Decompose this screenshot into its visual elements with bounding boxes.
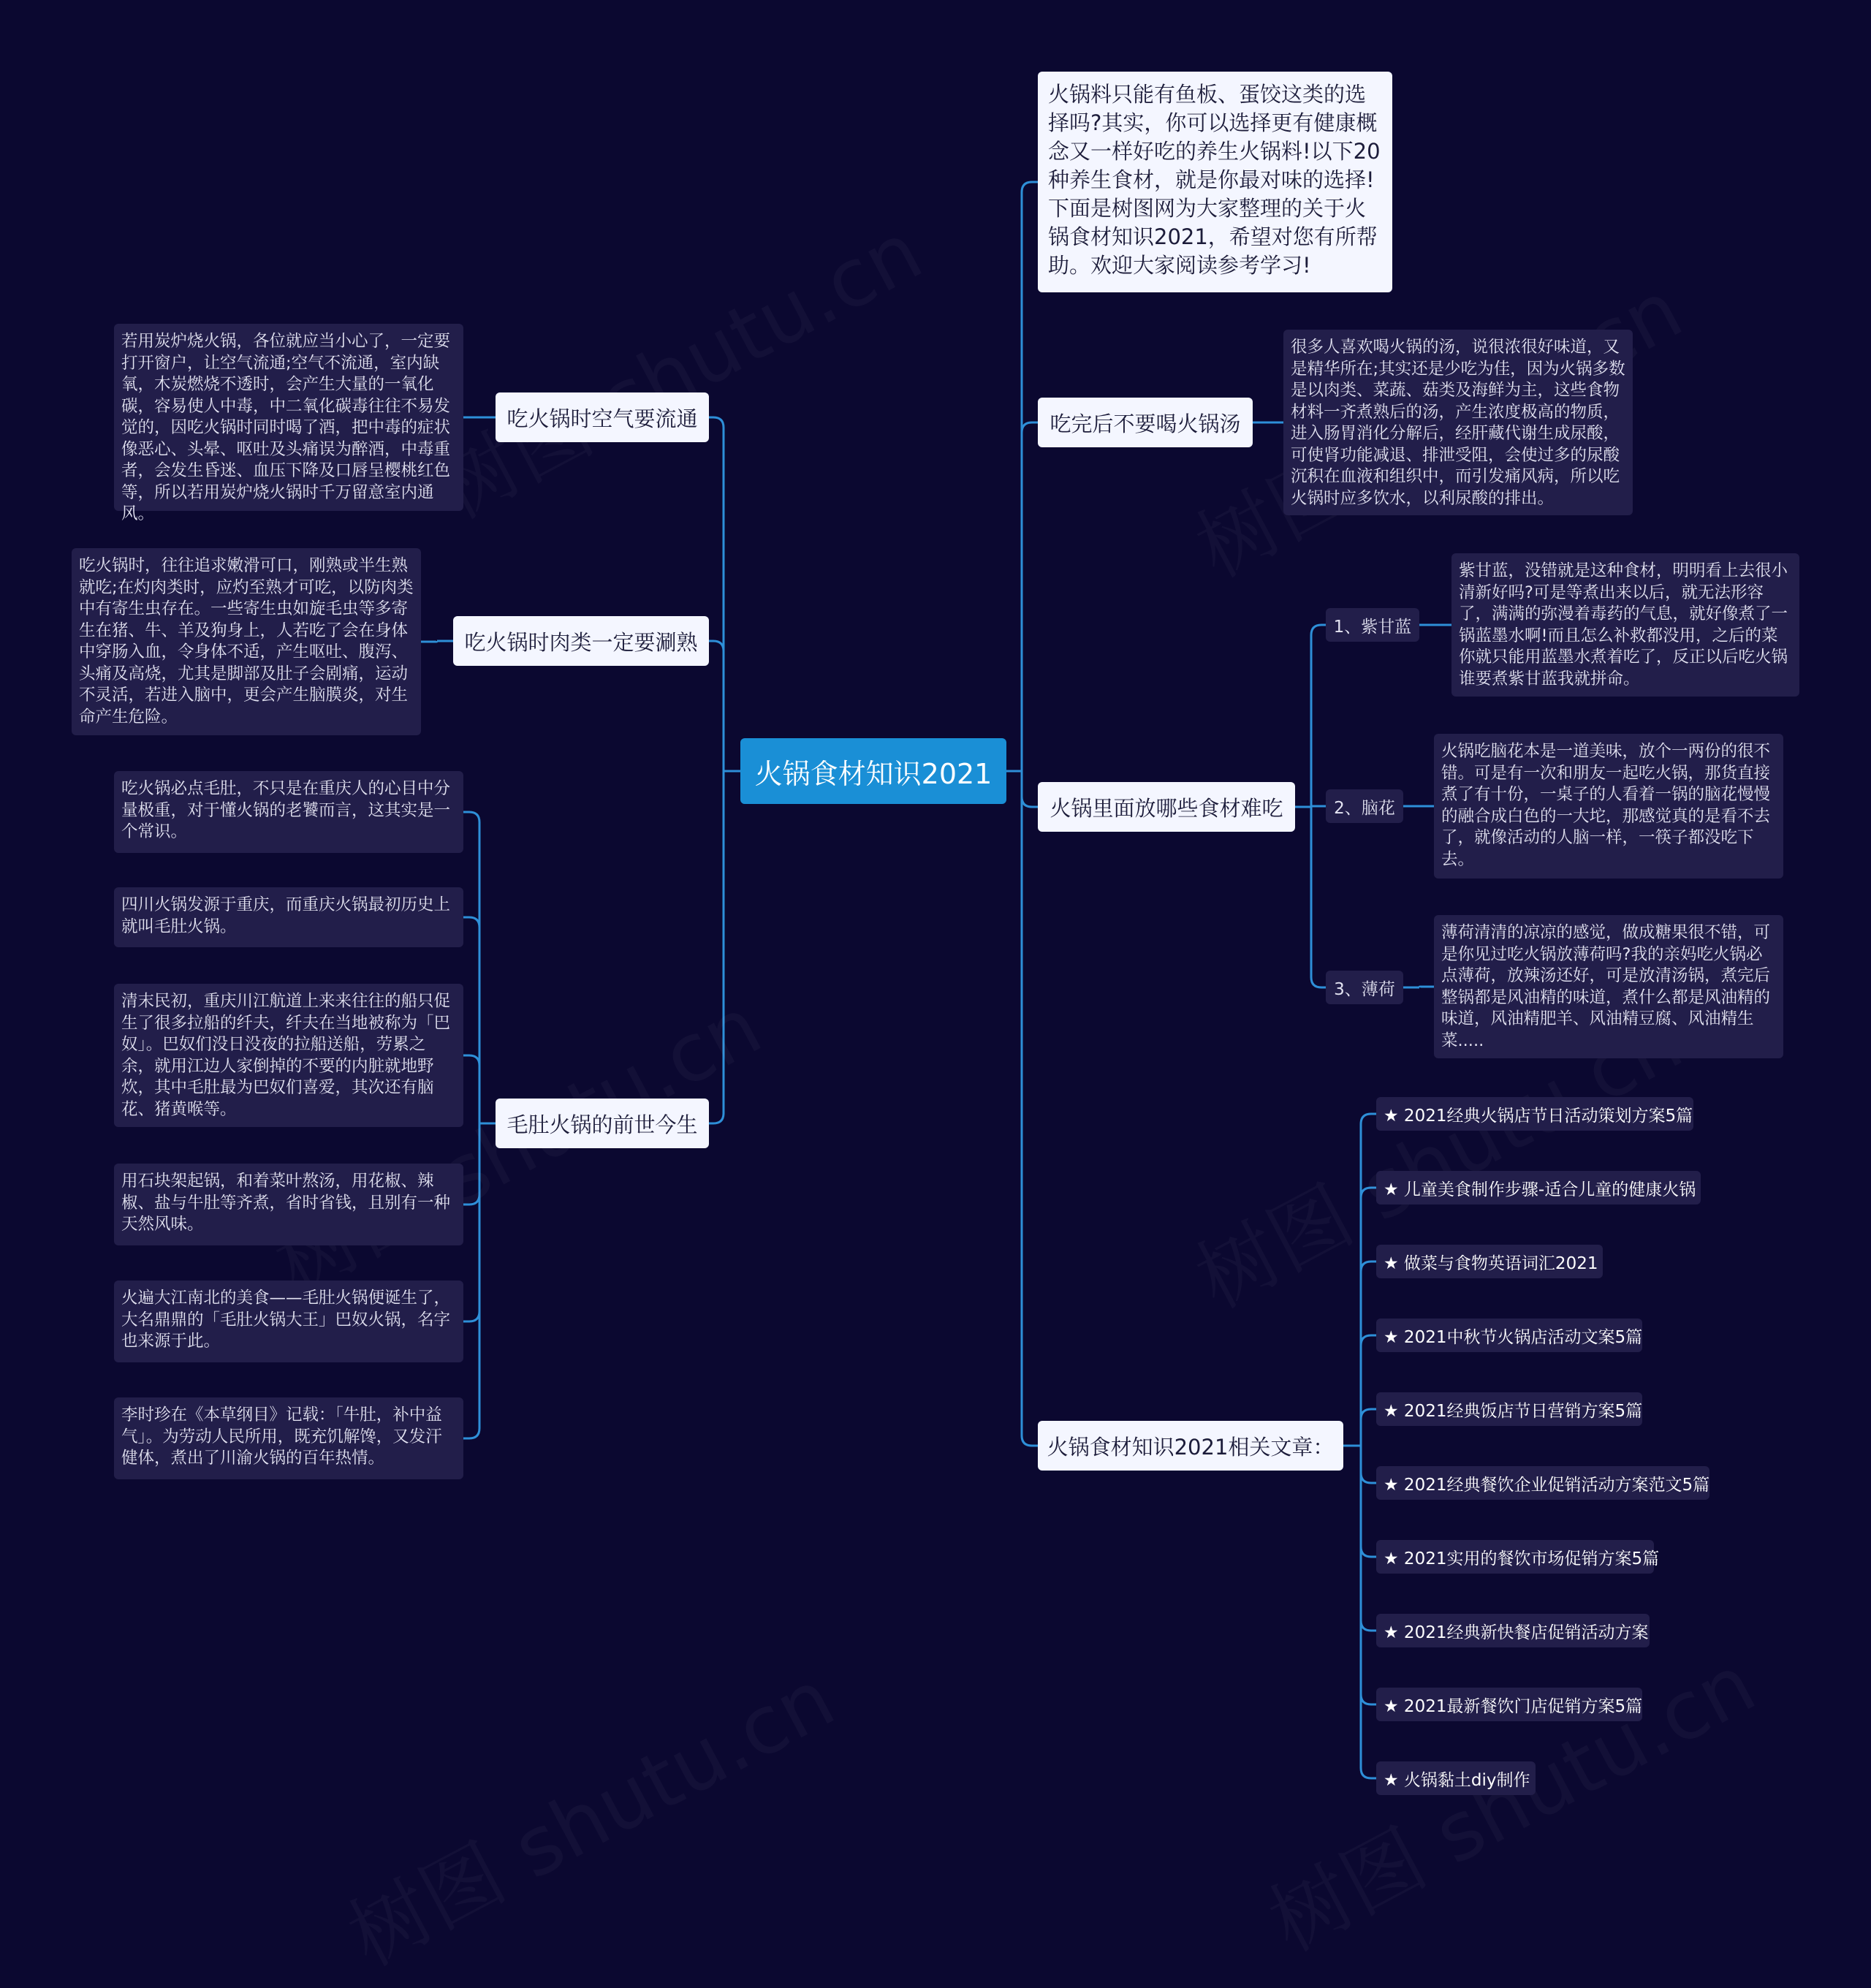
- related-link[interactable]: ★ 2021实用的餐饮市场促销方案5篇: [1376, 1540, 1654, 1574]
- connector-line: [709, 771, 724, 1123]
- connector-line: [709, 417, 724, 771]
- topic-bad-food[interactable]: 火锅里面放哪些食材难吃: [1038, 782, 1295, 832]
- related-link[interactable]: ★ 2021最新餐饮门店促销方案5篇: [1376, 1688, 1642, 1721]
- connector-line: [1361, 1409, 1376, 1446]
- connector-line: [1361, 1446, 1376, 1483]
- related-link[interactable]: ★ 2021经典饭店节日营销方案5篇: [1376, 1392, 1642, 1426]
- note-tripe: 火遍大江南北的美食——毛肚火锅便诞生了，大名鼎鼎的「毛肚火锅大王」巴奴火锅，名字也来源于此。: [114, 1281, 463, 1362]
- connector-line: [463, 1123, 479, 1438]
- connector-line: [1022, 422, 1038, 771]
- note-no-soup: 很多人喜欢喝火锅的汤，说很浓很好味道，又是精华所在;其实还是少吃为佳，因为火锅多数是以肉类、菜蔬、菇类及海鲜为主，这些食物材料一齐煮熟后的汤，产生浓度极高的物质，进入肠胃消化分解后，经肝藏代谢生成尿酸，可使肾功能减退、排泄受阻，会使过多的尿酸沉积在血液和组织中，而引发痛风病，所以吃火锅时应多饮水，以利尿酸的排出。: [1283, 330, 1633, 515]
- note-tripe: 四川火锅发源于重庆，而重庆火锅最初历史上就叫毛肚火锅。: [114, 887, 463, 947]
- topic-cook-meat[interactable]: 吃火锅时肉类一定要涮熟: [453, 616, 709, 666]
- related-link[interactable]: ★ 儿童美食制作步骤-适合儿童的健康火锅: [1376, 1171, 1701, 1204]
- connector-line: [1361, 1114, 1376, 1446]
- connector-line: [463, 1123, 479, 1204]
- connector-line: [1311, 625, 1326, 807]
- connector-line: [1311, 807, 1326, 987]
- related-link[interactable]: ★ 2021经典餐饮企业促销活动方案范文5篇: [1376, 1466, 1709, 1500]
- related-link[interactable]: ★ 2021经典新快餐店促销活动方案: [1376, 1614, 1650, 1647]
- sub-purple-cabbage[interactable]: 1、紫甘蓝: [1326, 608, 1419, 642]
- note-air-flow: 若用炭炉烧火锅，各位就应当小心了，一定要打开窗户，让空气流通;空气不流通，室内缺氧，木炭燃烧不透时，会产生大量的一氧化碳，容易使人中毒，中二氧化碳毒往往不易发觉的，因吃火锅时同时喝了酒，把中毒的症状像恶心、头晕、呕吐及头痛误为醉酒，中毒重者，会发生昏迷、血压下降及口唇呈樱桃红色等，所以若用炭炉烧火锅时千万留意室内通风。: [114, 324, 463, 511]
- note-brain: 火锅吃脑花本是一道美味，放个一两份的很不错。可是有一次和朋友一起吃火锅，那货直接煮了有十份，一桌子的人看着一锅的脑花慢慢的融合成白色的一大坨，那感觉真的是看不去了，就像活动的人脑一样，一筷子都没吃下去。: [1434, 734, 1783, 879]
- connector-line: [463, 917, 479, 1123]
- connector-line: [1022, 771, 1038, 807]
- related-link[interactable]: ★ 2021中秋节火锅店活动文案5篇: [1376, 1319, 1642, 1352]
- sub-brain[interactable]: 2、脑花: [1326, 789, 1403, 823]
- related-link[interactable]: ★ 火锅黏土diy制作: [1376, 1761, 1536, 1795]
- connector-line: [1361, 1446, 1376, 1631]
- note-cook-meat: 吃火锅时，往往追求嫩滑可口，刚熟或半生熟就吃;在灼肉类时，应灼至熟才可吃，以防肉类中有寄生虫存在。一些寄生虫如旋毛虫等多寄生在猪、牛、羊及狗身上，人若吃了会在身体中穿肠入血，令身体不适，产生呕吐、腹泻、头痛及高烧，尤其是脚部及肚子会剧痛，运动不灵活，若进入脑中，更会产生脑膜炎，对生命产生危险。: [72, 548, 421, 735]
- intro-node[interactable]: 火锅料只能有鱼板、蛋饺这类的选择吗?其实，你可以选择更有健康概念又一样好吃的养生火锅料!以下20种养生食材，就是你最对味的选择!下面是树图网为大家整理的关于火锅食材知识2021，希望对您有所帮助。欢迎大家阅读参考学习!: [1038, 72, 1392, 292]
- connector-line: [463, 1055, 479, 1123]
- topic-air-flow[interactable]: 吃火锅时空气要流通: [496, 392, 709, 442]
- connector-line: [1022, 182, 1038, 771]
- sub-mint[interactable]: 3、薄荷: [1326, 971, 1403, 1004]
- related-link[interactable]: ★ 做菜与食物英语词汇2021: [1376, 1245, 1603, 1278]
- connector-line: [1361, 1446, 1376, 1557]
- connector-line: [1361, 1335, 1376, 1446]
- related-link[interactable]: ★ 2021经典火锅店节日活动策划方案5篇: [1376, 1097, 1693, 1131]
- connector-line: [421, 641, 437, 642]
- connector-line: [463, 1123, 479, 1321]
- connector-line: [1361, 1446, 1376, 1704]
- connector-line: [1361, 1188, 1376, 1446]
- connector-line: [1361, 1262, 1376, 1446]
- note-purple-cabbage: 紫甘蓝，没错就是这种食材，明明看上去很小清新好吗?可是等煮出来以后，就无法形容了，满满的弥漫着毒药的气息，就好像煮了一锅蓝墨水啊!而且怎么补救都没用，之后的菜你就只能用蓝墨水煮着吃了，反正以后吃火锅谁要煮紫甘蓝我就拼命。: [1451, 553, 1799, 697]
- root-node[interactable]: 火锅食材知识2021: [740, 738, 1006, 804]
- connector-line: [709, 641, 724, 771]
- topic-tripe-history[interactable]: 毛肚火锅的前世今生: [496, 1099, 709, 1148]
- topic-no-soup[interactable]: 吃完后不要喝火锅汤: [1038, 398, 1253, 447]
- topic-related-articles[interactable]: 火锅食材知识2021相关文章：: [1038, 1421, 1343, 1471]
- note-tripe: 李时珍在《本草纲目》记载：「牛肚，补中益气」。为劳动人民所用，既充饥解馋，又发汗健体，煮出了川渝火锅的百年热情。: [114, 1397, 463, 1479]
- note-tripe: 吃火锅必点毛肚，不只是在重庆人的心目中分量极重，对于懂火锅的老饕而言，这其实是一个常识。: [114, 771, 463, 853]
- connector-line: [1361, 1446, 1376, 1778]
- connector-line: [463, 812, 479, 1123]
- connector-line: [1311, 806, 1326, 807]
- connector-line: [1022, 771, 1038, 1446]
- note-mint: 薄荷清清的凉凉的感觉，做成糖果很不错，可是你见过吃火锅放薄荷吗?我的亲妈吃火锅必点薄荷，放辣汤还好，可是放清汤锅，煮完后整锅都是风油精的味道，煮什么都是风油精的味道，风油精肥羊、风油精豆腐、风油精生菜.....: [1434, 915, 1783, 1058]
- note-tripe: 清末民初，重庆川江航道上来来往往的船只促生了很多拉船的纤夫，纤夫在当地被称为「巴奴」。巴奴们没日没夜的拉船送船，劳累之余，就用江边人家倒掉的不要的内脏就地野炊，其中毛肚最为巴奴们喜爱，其次还有脑花、猪黄喉等。: [114, 984, 463, 1127]
- note-tripe: 用石块架起锅，和着菜叶熬汤，用花椒、辣椒、盐与牛肚等齐煮，省时省钱，且别有一种天然风味。: [114, 1164, 463, 1245]
